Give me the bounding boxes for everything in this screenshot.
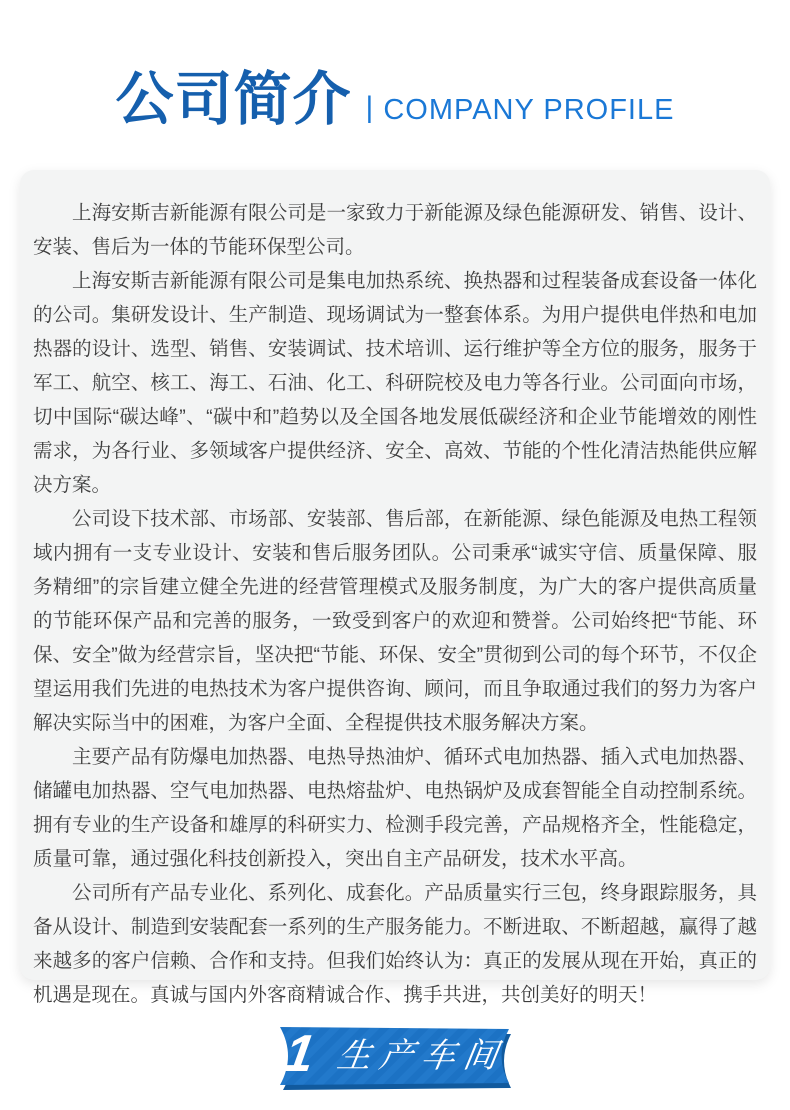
ribbon-text xyxy=(270,1026,520,1086)
profile-paragraph-2: 上海安斯吉新能源有限公司是集电加热系统、换热器和过程装备成套设备一体化的公司。集研发设计、生产制造、现场调试为一整套体系。为用户提供电伴热和电加热器的设计、选型、销售、安装调试、技术培训、运行维护等全方位的服务，服务于军工、航空、核工、海工、石油、化工、科研院校及电力等各行业。公司面向市场，切中国际“碳达峰”、“碳中和”趋势以及全国各地发展低碳经济和企业节能增效的刚性需求，为各行业、多领域客户提供经济、安全、高效、节能的个性化清洁热能供应解决方案。 xyxy=(33,270,757,496)
section-label: 生产车间 xyxy=(334,1037,509,1075)
profile-paragraph-5: 公司所有产品专业化、系列化、成套化。产品质量实行三包，终身跟踪服务，具备从设计、制造到安装配套一系列的生产服务能力。不断进取、不断超越，赢得了越来越多的客户信赖、合作和支持。但我们始终认为：真正的发展从现在开始，真正的机遇是现在。真诚与国内外客商精诚合作、携手共进，共创美好的明天！ xyxy=(33,882,757,1006)
profile-paragraph-4: 主要产品有防爆电加热器、电热导热油炉、循环式电加热器、插入式电加热器、储罐电加热器、空气电加热器、电热熔盐炉、电热锅炉及成套智能全自动控制系统。拥有专业的生产设备和雄厚的科研实力、检测手段完善，产品规格齐全，性能稳定，质量可靠，通过强化科技创新投入，突出自主产品研发，技术水平高。 xyxy=(33,746,757,870)
profile-card xyxy=(20,170,770,1006)
page-title: 公司简介 xyxy=(115,67,352,132)
page-subtitle-en: COMPANY PROFILE xyxy=(383,94,675,126)
title-divider: | xyxy=(365,91,374,124)
section-number: 1 xyxy=(280,1025,319,1083)
page-header xyxy=(0,58,790,142)
profile-paragraph-3: 公司设下技术部、市场部、安装部、售后部，在新能源、绿色能源及电热工程领域内拥有一支专业设计、安装和售后服务团队。公司秉承“诚实守信、质量保障、服务精细”的宗旨建立健全先进的经营管理模式及服务制度，为广大的客户提供高质量的节能环保产品和完善的服务，一致受到客户的欢迎和赞誉。公司始终把“节能、环保、安全”做为经营宗旨，坚决把“节能、环保、安全”贯彻到公司的每个环节，不仅企望运用我们先进的电热技术为客户提供咨询、顾问，而且争取通过我们的努力为客户解决实际当中的困难，为客户全面、全程提供技术服务解决方案。 xyxy=(33,508,757,734)
profile-paragraph-1: 上海安斯吉新能源有限公司是一家致力于新能源及绿色能源研发、销售、设计、安装、售后为一体的节能环保型公司。 xyxy=(33,202,757,258)
section-ribbon xyxy=(275,1024,515,1094)
